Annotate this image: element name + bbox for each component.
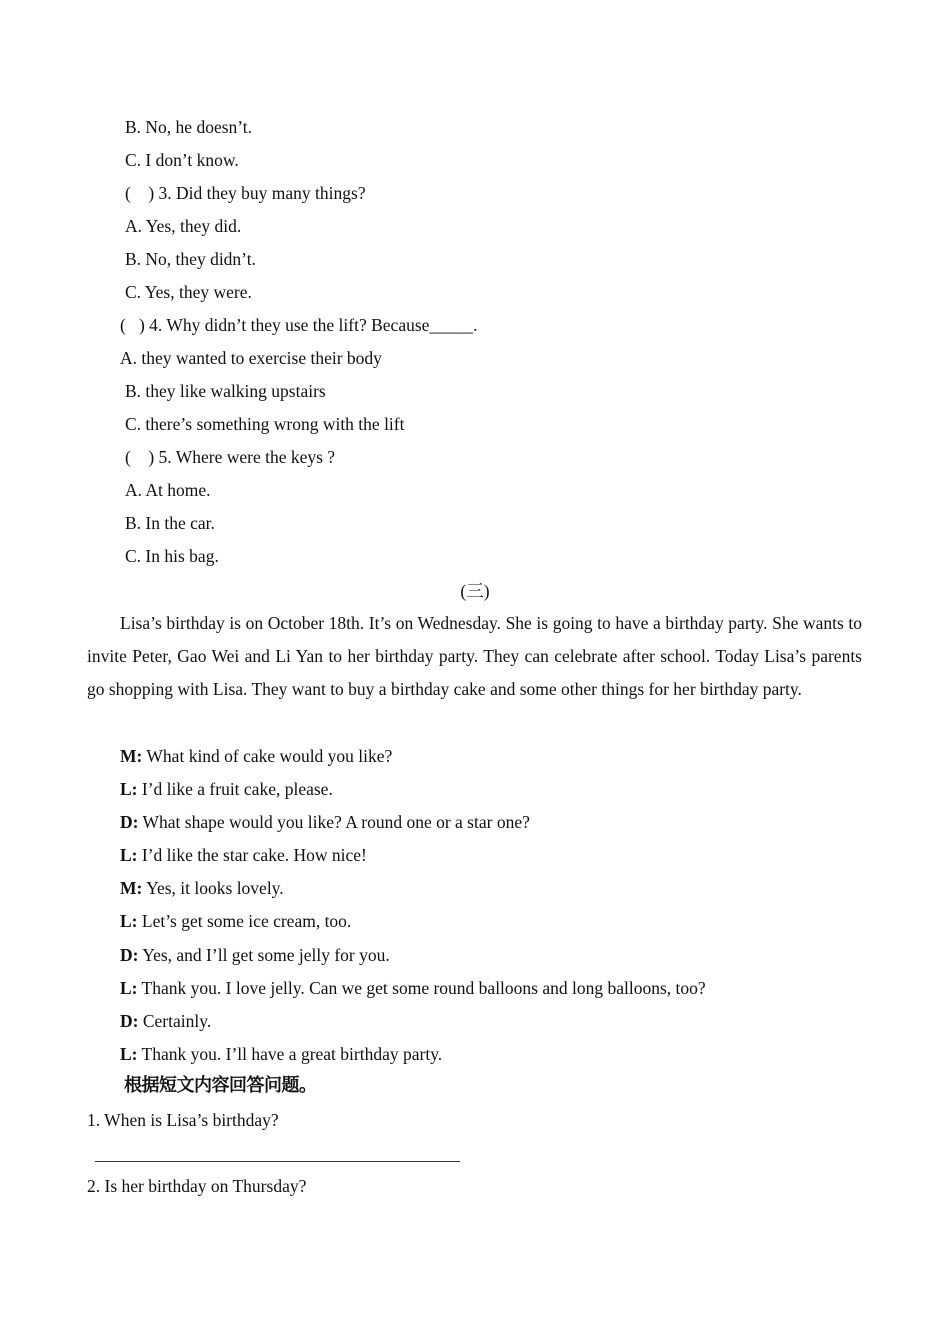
section-title: (三) [460, 581, 490, 601]
dialogue-text: I’d like the star cake. How nice! [137, 845, 367, 865]
speaker-label: D: [120, 1011, 139, 1031]
dialogue-line [120, 977, 706, 999]
speaker-label: D: [120, 945, 139, 965]
dialogue-text: I’d like a fruit cake, please. [137, 779, 333, 799]
dialogue-line [120, 811, 530, 833]
q4-option-a: A. they wanted to exercise their body [120, 348, 382, 368]
speaker-label: L: [120, 1044, 138, 1064]
instruction-text: 根据短文内容回答问题。 [124, 1075, 317, 1096]
question-3-stem: ( ) 3. Did they buy many things? [125, 183, 366, 203]
q3-option-a: A. Yes, they did. [125, 216, 242, 236]
q5-option-b: B. In the car. [125, 513, 215, 533]
question-5-stem: ( ) 5. Where were the keys ? [125, 447, 336, 467]
answer-line-1[interactable] [95, 1161, 460, 1162]
dialogue-text: Yes, it looks lovely. [142, 878, 284, 898]
speaker-label: M: [120, 878, 143, 898]
option-c: C. I don’t know. [125, 150, 239, 170]
speaker-label: L: [120, 911, 138, 931]
dialogue-line [120, 844, 367, 866]
q5-option-a: A. At home. [125, 480, 211, 500]
dialogue-text: Thank you. I love jelly. Can we get some round balloons and long balloons, too? [137, 978, 706, 998]
q3-option-b: B. No, they didn’t. [125, 249, 256, 269]
speaker-label: L: [120, 845, 138, 865]
speaker-label: L: [120, 978, 138, 998]
dialogue-text: Certainly. [138, 1011, 212, 1031]
dialogue-text: What kind of cake would you like? [142, 746, 393, 766]
dialogue-line [120, 944, 390, 966]
dialogue-text: What shape would you like? A round one or a star one? [138, 812, 530, 832]
dialogue-line [120, 778, 333, 800]
reading-passage: Lisa’s birthday is on October 18th. It’s on Wednesday. She is going to have a birthday party. She wants to invite Peter, Gao Wei and Li Yan to her birthday party. They can celebrate after school. Today Lisa’s parents go shopping with Lisa. They want to buy a birthday cake and some other things for her birthday party. [87, 613, 862, 699]
q4-option-c: C. there’s something wrong with the lift [125, 414, 405, 434]
dialogue-text: Yes, and I’ll get some jelly for you. [138, 945, 390, 965]
q4-option-b: B. they like walking upstairs [125, 381, 326, 401]
dialogue-text: Thank you. I’ll have a great birthday party. [137, 1044, 443, 1064]
q5-option-c: C. In his bag. [125, 546, 219, 566]
dialogue-line [120, 877, 284, 899]
dialogue-line [120, 1010, 211, 1032]
dialogue-line [120, 1043, 442, 1065]
dialogue-text: Let’s get some ice cream, too. [137, 911, 352, 931]
dialogue-line [120, 745, 392, 767]
speaker-label: M: [120, 746, 143, 766]
dialogue-line [120, 910, 351, 932]
option-b: B. No, he doesn’t. [125, 117, 253, 137]
speaker-label: L: [120, 779, 138, 799]
q3-option-c: C. Yes, they were. [125, 282, 252, 302]
speaker-label: D: [120, 812, 139, 832]
question-2: 2. Is her birthday on Thursday? [87, 1176, 307, 1196]
question-4-stem: ( ) 4. Why didn’t they use the lift? Because_____. [120, 315, 478, 335]
question-1: 1. When is Lisa’s birthday? [87, 1110, 279, 1130]
